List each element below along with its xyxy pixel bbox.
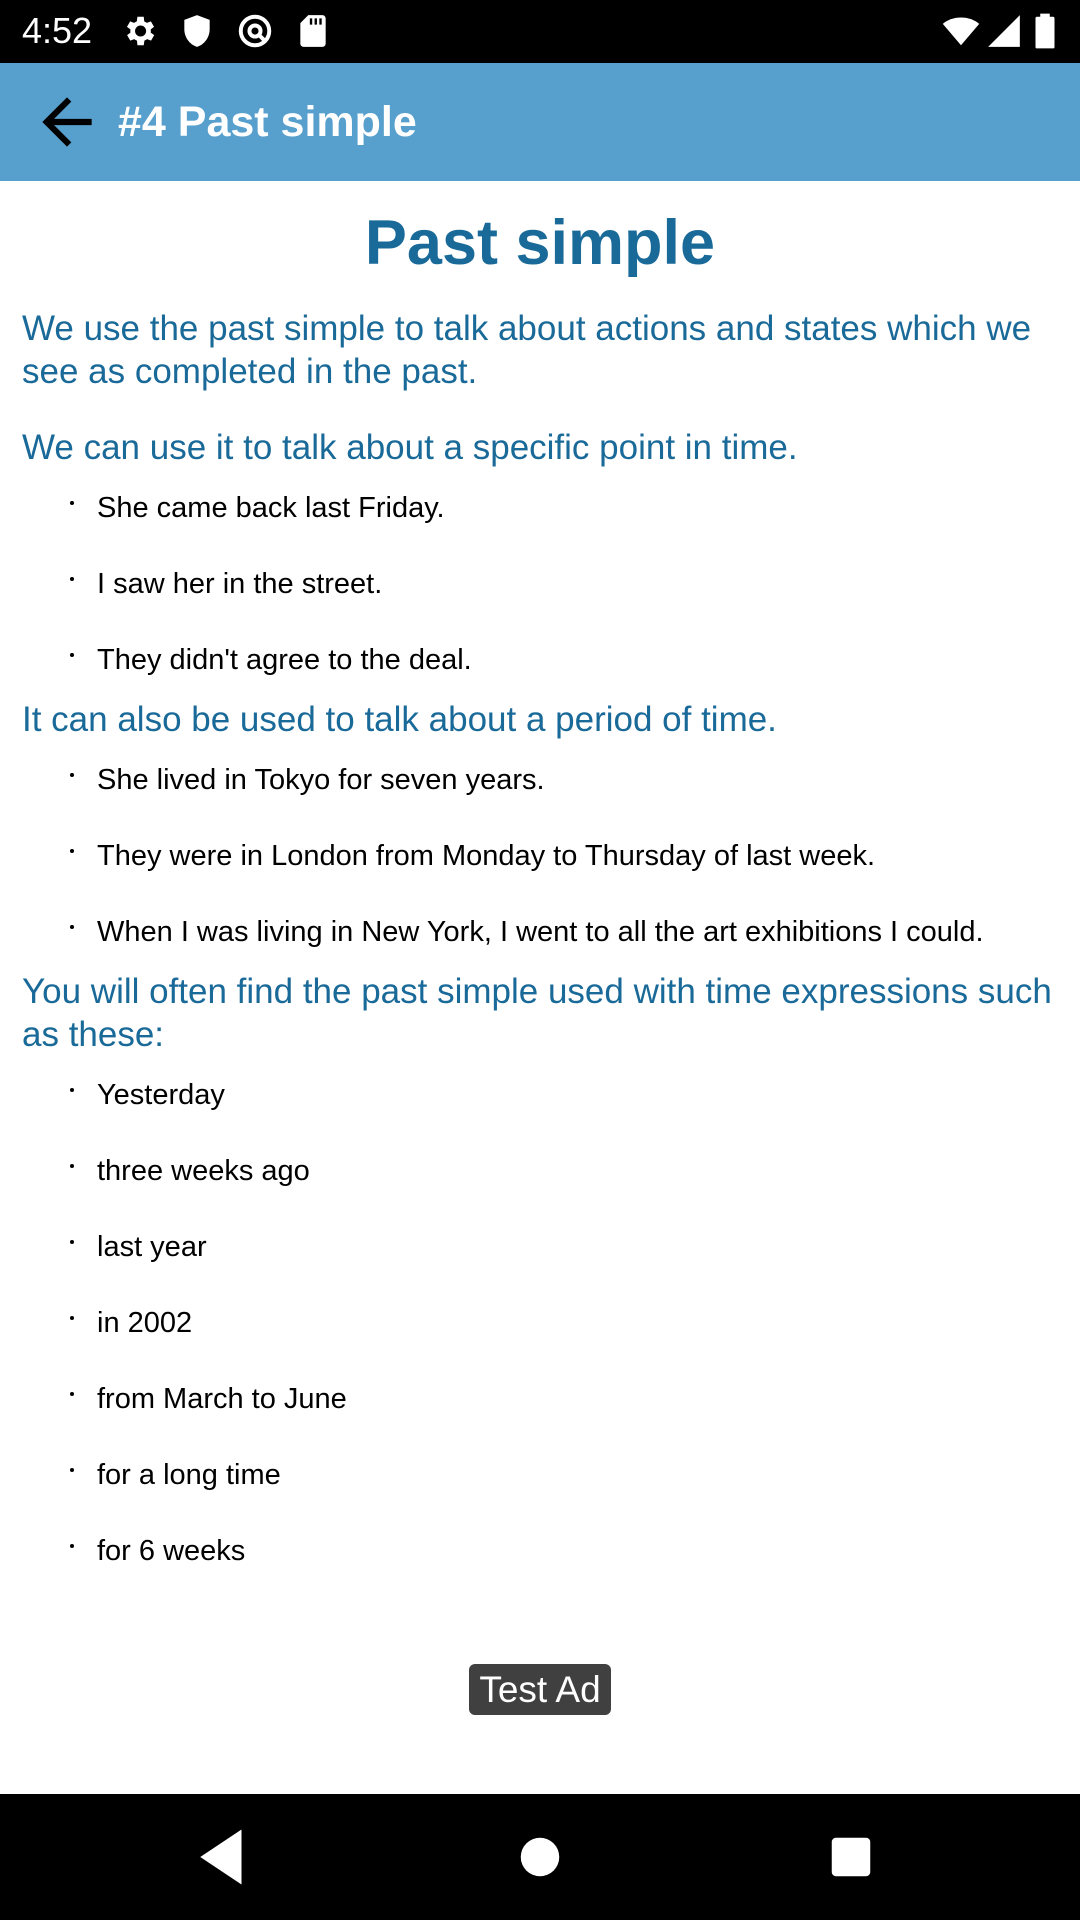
back-triangle-icon[interactable]: [192, 1824, 258, 1890]
list-item: from March to June: [0, 1361, 1080, 1437]
section-heading-time-expressions: You will often find the past simple used with time expressions such as these:: [22, 972, 1052, 1054]
bullet-dot: [70, 1468, 74, 1472]
test-ad-banner[interactable]: Test Ad: [469, 1664, 611, 1715]
signal-icon: [985, 12, 1023, 50]
bullet-dot: [70, 653, 74, 657]
list-item: for 6 weeks: [0, 1513, 1080, 1589]
bullet-dot: [70, 1392, 74, 1396]
bullet-dot: [70, 1164, 74, 1168]
list-item: She came back last Friday.: [0, 470, 1080, 546]
list-item: They didn't agree to the deal.: [0, 622, 1080, 698]
home-circle-icon[interactable]: [507, 1824, 573, 1890]
list-item: last year: [0, 1209, 1080, 1285]
bullet-dot: [70, 1316, 74, 1320]
lesson-intro: We use the past simple to talk about actions and states which we see as completed in the past.: [22, 309, 1032, 391]
shield-icon: [178, 12, 216, 50]
bullet-dot: [70, 501, 74, 505]
period-of-time-list: [0, 742, 1080, 970]
section-heading-point-in-time: We can use it to talk about a specific point in time.: [22, 428, 798, 467]
list-item: When I was living in New York, I went to all the art exhibitions I could.: [0, 894, 1080, 970]
arrow-left-icon: [30, 85, 104, 159]
gear-icon: [120, 12, 158, 50]
point-in-time-list: [0, 470, 1080, 698]
status-bar: [0, 0, 1080, 63]
battery-icon: [1030, 12, 1060, 50]
app-bar: [0, 63, 1080, 181]
list-item: They were in London from Monday to Thursday of last week.: [0, 818, 1080, 894]
list-item: She lived in Tokyo for seven years.: [0, 742, 1080, 818]
list-item: Yesterday: [0, 1057, 1080, 1133]
app-bar-title: #4 Past simple: [118, 98, 417, 146]
section-heading-period-of-time: It can also be used to talk about a period of time.: [22, 700, 777, 739]
recents-square-icon[interactable]: [818, 1824, 884, 1890]
sd-card-icon: [294, 12, 332, 50]
system-nav-bar: [0, 1794, 1080, 1920]
back-button[interactable]: [30, 85, 104, 159]
bullet-dot: [70, 925, 74, 929]
bullet-dot: [70, 849, 74, 853]
bullet-dot: [70, 1544, 74, 1548]
list-item: in 2002: [0, 1285, 1080, 1361]
bullet-dot: [70, 1240, 74, 1244]
bullet-dot: [70, 577, 74, 581]
bullet-dot: [70, 1088, 74, 1092]
lesson-content[interactable]: [0, 181, 1080, 1589]
bullet-dot: [70, 773, 74, 777]
at-sign-icon: [236, 12, 274, 50]
list-item: for a long time: [0, 1437, 1080, 1513]
list-item: I saw her in the street.: [0, 546, 1080, 622]
lesson-title: Past simple: [364, 208, 716, 278]
status-time: 4:52: [22, 10, 93, 51]
time-expressions-list: [0, 1057, 1080, 1589]
list-item: three weeks ago: [0, 1133, 1080, 1209]
wifi-icon: [942, 12, 980, 50]
